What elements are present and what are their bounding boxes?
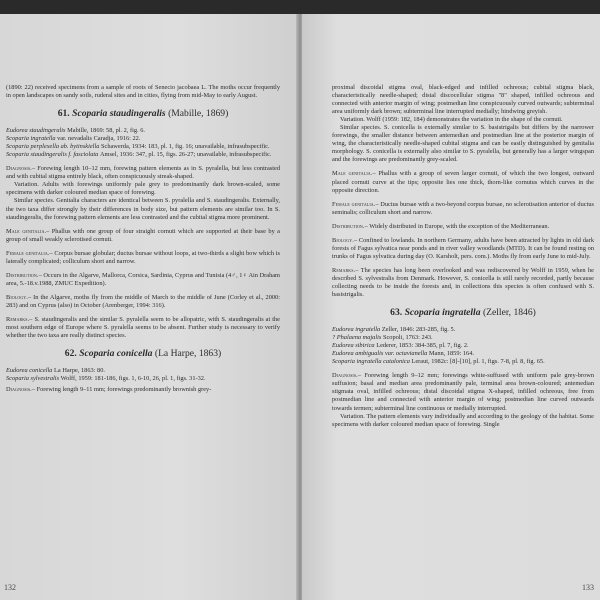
species-number: 62. [64, 348, 77, 360]
synonym-ref: Scoparia sylvestralis Wolff, 1959: 181-186, figs. 1, 6-10, 26, pl. 1, figs. 31-32. [6, 375, 206, 383]
left-column [6, 84, 280, 394]
synonym-list [6, 127, 280, 159]
similar-species-paragraph: Similar species. Genitalia characters are identical between S. pyralella and S. staudingeralis. Externally, the two taxa differ strongly by their differences in body size, but pattern elements are similar too. In S. staudingeralis, the forewing pattern elements are less contrasted and the cubital stigma more prominent. [6, 197, 280, 221]
male-genitalia-paragraph: Male genitalia.– Phallus with a group of seven larger cornuti, of which the two longest, outward placed cornuti curve at the tips; opposite lies one thick, thorn-like cornutus which curves in the opposite direction. [332, 170, 594, 194]
page-number: 132 [4, 583, 16, 592]
synonym-list [332, 326, 594, 366]
species-62-heading [6, 348, 280, 359]
synonym-ref: Scoparia perplexella ab. bytinskiella Schawerda, 1934: 183, pl. 1, fig. 16; unavailable, infrasubspecific. [6, 143, 270, 151]
synonym-ref: Eudorea conicella La Harpe, 1863: 80. [6, 367, 105, 375]
species-author: (Zeller, 1846) [482, 307, 536, 319]
page-number: 133 [582, 583, 594, 592]
synonym-ref: Eudorea ingratella Zeller, 1846: 283-285, fig. 5. [332, 326, 456, 334]
synonym-ref: Eudorea ambigualis var. octavianella Mann, 1859: 164. [332, 350, 474, 358]
intro-paragraph: (1890: 22) received specimens from a sample of roots of Senecio jacobaea L. The moths occur frequently in open landscapes on sandy soils, ruderal sites and in cities, flying from mid-May to early August. [6, 84, 280, 100]
synonym-ref: Eudorea sibirica Lederer, 1853: 384-385, pl. 7, fig. 2. [332, 342, 469, 350]
continued-diagnosis: proximal discoidal stigma oval, black-edged and infilled ochreous; cubital stigma black, characteristically needle-shaped; distal discocellular stigma "8" shaped, infilled ochreous and connected with anterior margin of wing; postmedian line conspicuously curved outwards; subterminal area uniformly dark brown; subterminal line interrupted medially; hindwing greyish. [332, 84, 594, 116]
right-page [302, 14, 600, 600]
diagnosis-paragraph: Diagnosis.– Forewing length 10–12 mm, forewing pattern elements as in S. pyralella, but less contrasted and with cubital stigma entirely black, often conspicuously streak-shaped. [6, 165, 280, 181]
variation-paragraph: Variation. The pattern elements vary individually and according to the geology of the habitat. Some specimens with darker coloured median space of forewing. Single [332, 412, 594, 428]
species-name: Scoparia ingratella [404, 307, 481, 319]
biology-paragraph: Biology.– In the Algarve, moths fly from the middle of March to the middle of June (Corley et al., 2000: 283) and on Cyprus (also) in October (Arenberger, 1994: 316). [6, 293, 280, 309]
left-page [0, 14, 298, 600]
synonym-ref: ? Phalaena majalis Scopoli, 1763: 243. [332, 334, 433, 342]
diagnosis-paragraph: Diagnosis.– Forewing length 9–12 mm; forewings white-suffused with uniform pale grey-brown suffusion; basal and median area predominantly pale, terminal area brown-coloured; antemedian stigmata oval, infilled ochreous; distal discoidal stigma X-shaped, infilled ochreous, free from postmedian line and connected with anterior margin of wing; postmedian line curved outwards towards termen; subterminal line continuous or medially interrupted. [332, 372, 594, 412]
diagnosis-paragraph: Diagnosis.– Forewing length 9–11 mm; forewings predominantly brownish grey- [6, 386, 212, 394]
female-genitalia-paragraph: Female genitalia.– Ductus bursae with a two-beyond corpus bursae, no sclerotisation anterior of ductus seminalis; colliculum short and narrow. [332, 200, 594, 216]
species-author: (Mabille, 1869) [168, 108, 229, 120]
synonym-ref: Eudorea staudingeralis Mabille, 1869: 58, pl. 2, fig. 6. [6, 127, 145, 135]
distribution-paragraph: Distribution.– Widely distributed in Europe, with the exception of the Mediterranean. [332, 222, 550, 230]
synonym-ref: Scoparia staudingeralis f. fasciolata Amsel, 1936: 347, pl. 15, figs. 26-27; unavailable, infrasubspecific. [6, 151, 272, 159]
synonym-ref: Scoparia ingratella catalonica Leraut, 1982c: [8]-[10], pl. 1, figs. 7-8, pl. 8, fig. 65. [332, 358, 545, 366]
similar-species-paragraph: Similar species. S. conicella is externally similar to S. basistrigalis but differs by the narrower forewings, the smaller distance between antemedian and postmedian line at the posterior margin of wing, the characteristically needle-shaped cubital stigma and can be easily distinguished by genitalia morphology. S. conicella is externally also similar to S. pyralella, but generally has a larger wingspan and the forewings are predominantly grey-scaled. [332, 124, 594, 164]
variation-paragraph: Variation. Wolff (1959: 182, 184) demonstrates the variation in the shape of the cornuti. [340, 116, 563, 124]
distribution-paragraph: Distribution.– Occurs in the Algarve, Mallorca, Corsica, Sardinia, Cyprus and Tunisia (4♂, 1♀ Ain Draham area, 5.-18.v.1988, ZMUC Expedition). [6, 271, 280, 287]
synonym-list [6, 367, 280, 383]
species-author: (La Harpe, 1863) [154, 348, 222, 360]
species-number: 61. [57, 108, 70, 120]
species-name: Scoparia conicella [79, 348, 153, 360]
biology-paragraph: Biology.– Confined to lowlands. In northern Germany, adults have been attracted by lights in old dark forests of Fagus sylvatica near ponds and in river valley woodlands (MTD). It can be found resting on trunks of Fagus sylvatica during day (O. Karsholt, pers. com.). Moths fly from early June to mid-July. [332, 236, 594, 260]
species-number: 63. [390, 307, 403, 319]
remarks-paragraph: Remarks.– S. staudingeralis and the similar S. pyralella seem to be allopatric, with S. staudingeralis at the most southern edge of Europe where S. pyralella seems to be absent. Further study is necessary to verify whether the two taxa are really distinct species. [6, 315, 280, 340]
species-63-heading [332, 307, 594, 318]
species-name: Scoparia staudingeralis [72, 108, 166, 120]
synonym-ref: Scoparia ingratella var. nevadalis Caradja, 1916: 22. [6, 135, 141, 143]
book-spread [0, 14, 600, 600]
male-genitalia-paragraph: Male genitalia.– Phallus with one group of four straight cornuti which are supported at their base by a group of small weakly sclerotised cornuti. [6, 227, 280, 243]
female-genitalia-paragraph: Female genitalia.– Corpus bursae globular; ductus bursae without loops, at two-thirds a slight bow which is laterally complicated; colliculum short and narrow. [6, 249, 280, 265]
right-column [332, 84, 594, 429]
remarks-paragraph: Remarks.– The species has long been overlooked and was rediscovered by Wolff in 1959, when he described S. sylvestralis from Denmark. However, S. conicella is still rarely recorded, partly because collecting needs to be inside the forests and, in collections this species is often confused with S. basistrigalis. [332, 266, 594, 299]
species-61-heading [6, 108, 280, 119]
variation-paragraph: Variation. Adults with forewings uniformly pale grey to predominantly dark brown-scaled, some specimens with darker coloured median space of forewing. [6, 181, 280, 197]
